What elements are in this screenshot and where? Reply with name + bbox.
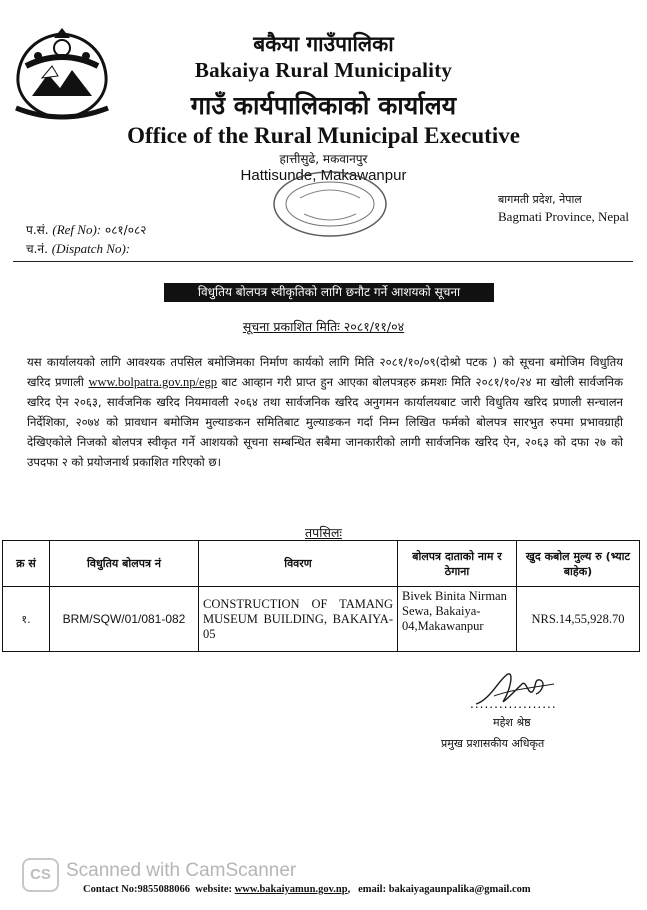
- cell-bid-no: BRM/SQW/01/081-082: [50, 587, 199, 652]
- published-date: सूचना प्रकाशित मितिः २०८१/११/०४: [242, 319, 405, 334]
- table-header-row: [3, 541, 640, 587]
- ref-label-nepali: प.सं.: [26, 223, 49, 237]
- dispatch-label-english: (Dispatch No):: [51, 241, 131, 256]
- reference-number-line: [26, 221, 146, 238]
- col-header-bid-no: विधुतिय बोलपत्र नं: [50, 541, 199, 587]
- footer-contact: Contact No:9855088066 website: www.bakaiyamun.gov.np, email: bakaiyagaunpalika@gmail.com: [83, 884, 531, 895]
- municipality-name-english: Bakaiya Rural Municipality: [194, 58, 453, 82]
- cell-bidder: Bivek Binita Nirman Sewa, Bakaiya-04,Makawanpur: [398, 587, 517, 652]
- ref-value: ०८१/०८२: [104, 223, 147, 237]
- bid-table: [2, 540, 640, 652]
- email-label: email:: [358, 884, 387, 895]
- province-nepali: बागमती प्रदेश, नेपाल: [498, 193, 582, 206]
- table-row: [3, 587, 640, 652]
- office-name-nepali: गाउँ कार्यपालिकाको कार्यालय: [190, 91, 457, 120]
- col-header-sn: क्र सं: [3, 541, 50, 587]
- signatory-name: महेश श्रेष्ठ: [493, 716, 531, 729]
- cell-amount: NRS.14,55,928.70: [517, 587, 640, 652]
- col-header-description: विवरण: [199, 541, 398, 587]
- camscanner-text: Scanned with CamScanner: [66, 860, 297, 881]
- signatory-title: प्रमुख प्रशासकीय अधिकृत: [441, 737, 545, 750]
- header-divider: [13, 261, 633, 262]
- signature-line: ..................: [470, 697, 557, 711]
- details-heading: तपसिलः: [305, 525, 342, 540]
- contact-label: Contact No:: [83, 884, 138, 895]
- col-header-bidder: बोलपत्र दाताको नाम र ठेगाना: [398, 541, 517, 587]
- camscanner-logo-icon: CS: [22, 858, 59, 892]
- cell-description: CONSTRUCTION OF TAMANG MUSEUM BUILDING, BAKAIYA-05: [199, 587, 398, 652]
- notice-body-part2: बाट आव्हान गरी प्राप्त हुन आएका बोलपत्रहरु क्रमशः मिति २०८१/१०/२४ मा खोली सार्वजनिक खरिद ऐन २०६३, सार्वजनिक खरिद नियमावली २०६४ तथा सार्वजनिक खरिद अनुगमन कार्यालयबाट जारी विधुतिय खरिद प्रणाली सन्चालन निर्देशिका, २०७४ को प्रावधान बमोजिम मुल्याङकन समितिबाट मुल्याङकन गर्दा निम्न लिखित फर्मको बोलपत्र सारभुत रुपमा प्रभावग्राही देखिएकोले निजको बोलपत्र स्वीकृत गर्ने आशयको सूचना सम्बन्धित सबैमा जानकारीको लागी सार्वजनिक खरिद ऐन, २०६३ को दफा २७ को उपदफा २ को प्रयोजनार्थ प्रकाशित गरिएको छ।: [27, 375, 623, 469]
- municipality-name-nepali: बकैया गाउँपालिका: [253, 32, 394, 56]
- office-stamp: [270, 168, 390, 238]
- website-link[interactable]: www.bakaiyamun.gov.np: [234, 884, 348, 895]
- notice-title: विधुतिय बोलपत्र स्वीकृतिको लागि छनौट गर्ने आशयको सूचना: [164, 283, 494, 302]
- bolpatra-link[interactable]: www.bolpatra.gov.np/egp: [88, 375, 218, 389]
- address-english: Hattisunde, Makawanpur: [240, 167, 407, 184]
- province-english: Bagmati Province, Nepal: [498, 209, 630, 224]
- website-label: website:: [195, 884, 233, 895]
- ref-label-english: (Ref No):: [52, 222, 102, 237]
- dispatch-label-nepali: च.नं.: [26, 242, 48, 256]
- cell-sn: १.: [3, 587, 50, 652]
- address-nepali: हात्तीसुढे, मकवानपुर: [279, 152, 368, 166]
- dispatch-number-line: [26, 240, 130, 257]
- contact-value: 9855088066: [137, 884, 191, 895]
- notice-body-part1: यस कार्यालयको लागि आवश्यक तपसिल बमोजिमका निर्माण कार्यको लागि मिति २०८१/१०/०९(दोश्रो पटक ) को सूचना बमोजिम विधुतिय खरिद प्रणाली: [27, 355, 623, 389]
- notice-body: [27, 352, 623, 472]
- email-link[interactable]: bakaiyagaunpalika@gmail.com: [388, 884, 531, 895]
- office-name-english: Office of the Rural Municipal Executive: [127, 123, 520, 148]
- col-header-amount: खुद कबोल मुल्य रु (भ्याट बाहेक): [517, 541, 640, 587]
